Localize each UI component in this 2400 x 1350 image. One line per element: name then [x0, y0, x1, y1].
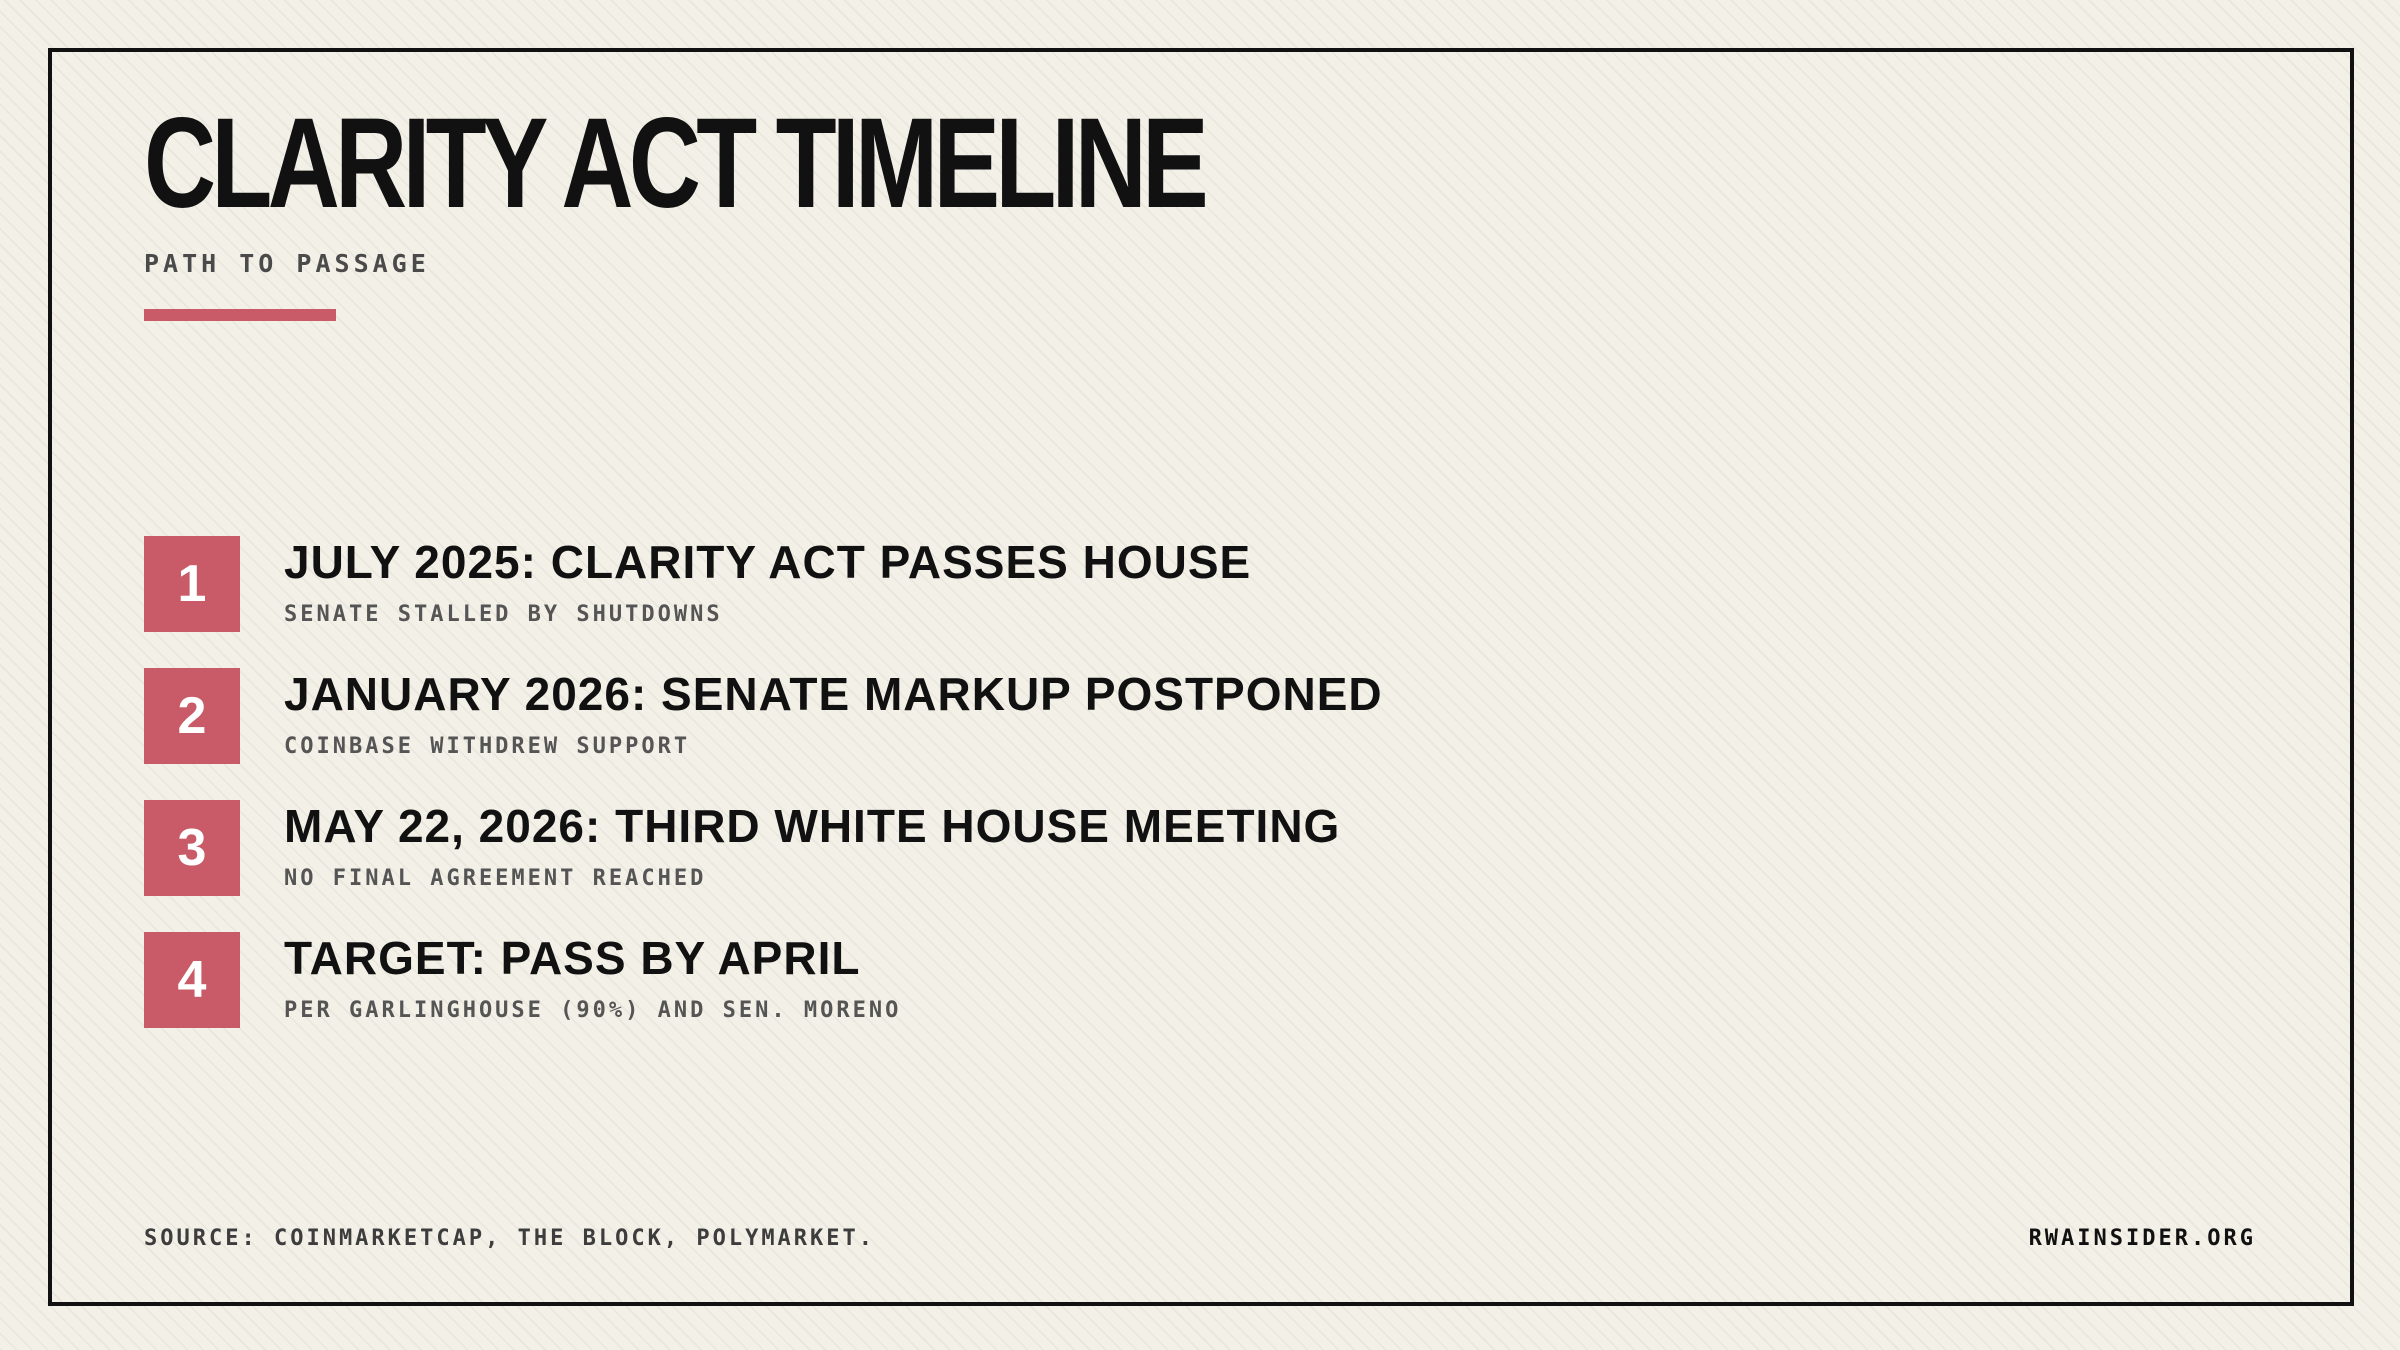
step-number-badge: 2 — [144, 668, 240, 764]
step-number-badge: 1 — [144, 536, 240, 632]
timeline-item-detail: NO FINAL AGREEMENT REACHED — [284, 866, 707, 891]
timeline-item — [144, 668, 1744, 764]
source-citation: SOURCE: COINMARKETCAP, THE BLOCK, POLYMARKET. — [144, 1226, 876, 1251]
page-title: CLARITY ACT TIMELINE — [144, 92, 1205, 235]
timeline-item — [144, 536, 1744, 632]
timeline-item — [144, 932, 1744, 1028]
step-number-badge: 3 — [144, 800, 240, 896]
timeline-item-heading: JANUARY 2026: SENATE MARKUP POSTPONED — [284, 668, 1383, 720]
step-number-badge: 4 — [144, 932, 240, 1028]
page-subtitle: PATH TO PASSAGE — [144, 249, 430, 278]
site-brand: RWAINSIDER.ORG — [2028, 1226, 2256, 1251]
accent-divider — [144, 309, 336, 321]
timeline-item-detail: SENATE STALLED BY SHUTDOWNS — [284, 602, 723, 627]
timeline-item — [144, 800, 1744, 896]
timeline-item-detail: PER GARLINGHOUSE (90%) AND SEN. MORENO — [284, 998, 902, 1023]
timeline-item-heading: MAY 22, 2026: THIRD WHITE HOUSE MEETING — [284, 800, 1341, 852]
timeline-item-detail: COINBASE WITHDREW SUPPORT — [284, 734, 691, 759]
timeline-item-heading: JULY 2025: CLARITY ACT PASSES HOUSE — [284, 536, 1252, 588]
timeline-item-heading: TARGET: PASS BY APRIL — [284, 932, 861, 984]
